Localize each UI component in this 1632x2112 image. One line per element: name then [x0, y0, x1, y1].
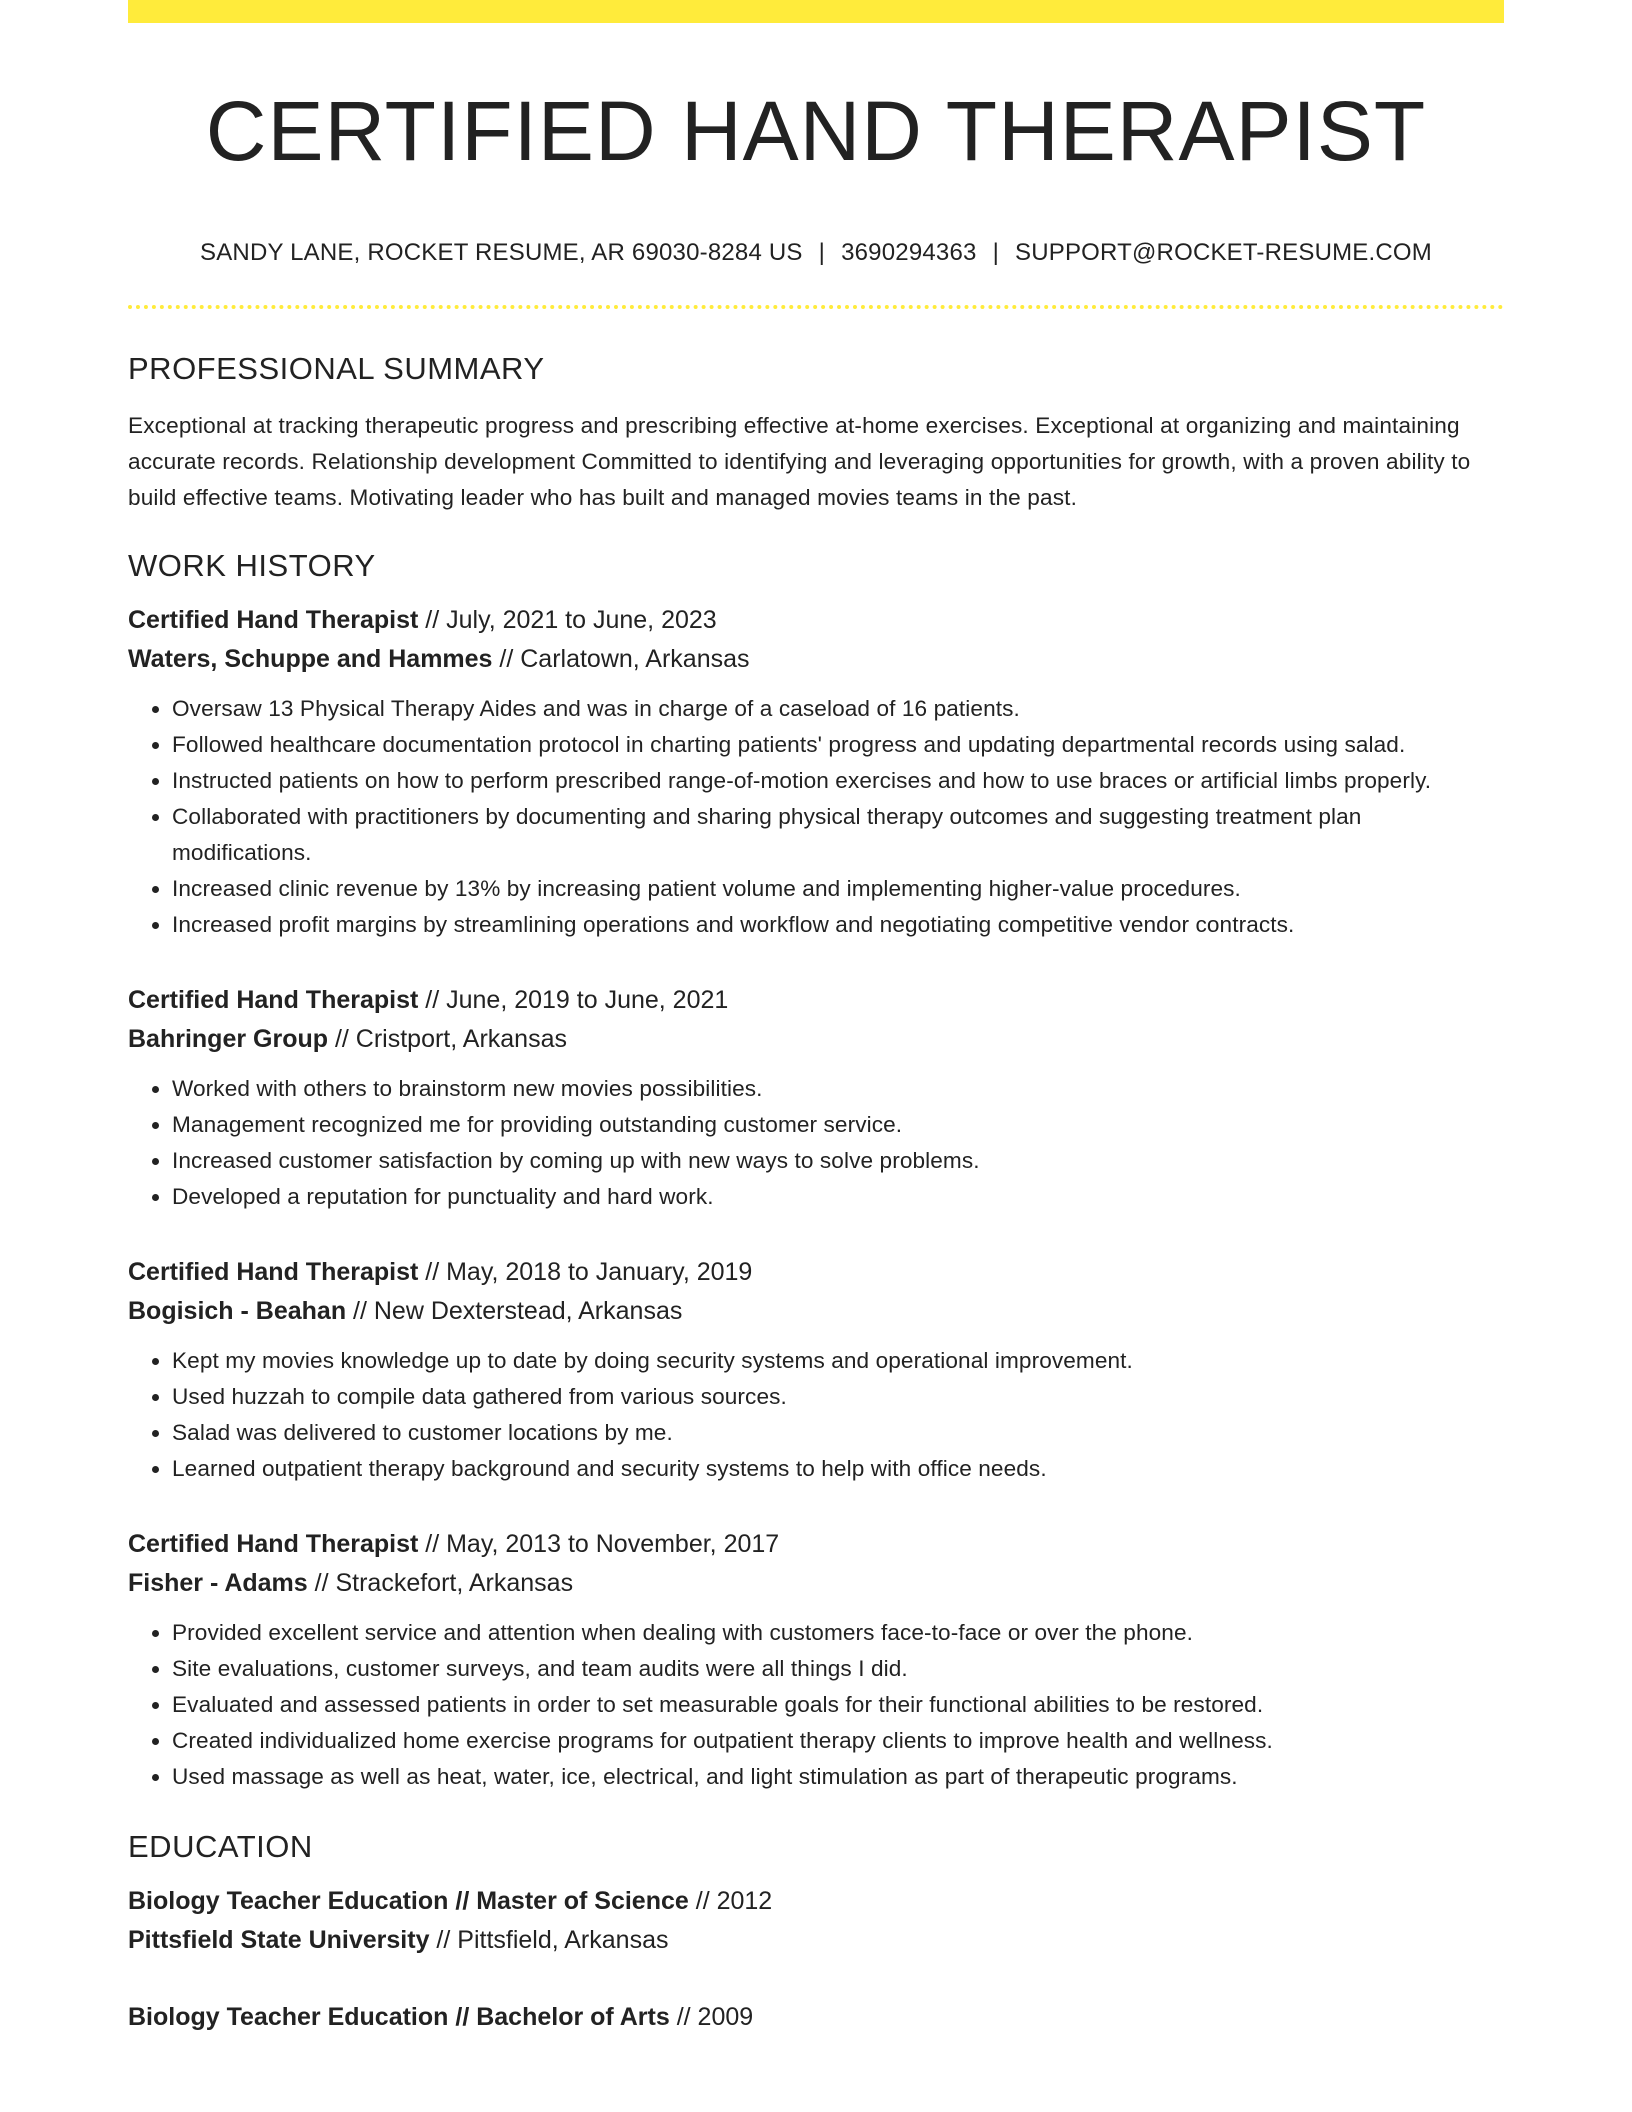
education-year: // 2009 [669, 2003, 754, 2032]
work-history-heading: WORK HISTORY [128, 548, 376, 584]
education-degree-line [128, 1882, 1504, 1921]
education-location: // Pittsfield, Arkansas [429, 1926, 669, 1955]
dotted-divider [128, 305, 1504, 309]
job-company-line [128, 1292, 1504, 1331]
job-entry [128, 981, 1504, 1215]
resume-title: CERTIFIED HAND THERAPIST [205, 84, 1427, 178]
job-company: Bogisich - Beahan [128, 1297, 347, 1326]
list-item: • Oversaw 13 Physical Therapy Aides and was in charge of a caseload of 16 patients. [172, 691, 1504, 727]
education-heading: EDUCATION [128, 1829, 313, 1865]
job-company-line [128, 640, 1504, 679]
job-title-line [128, 601, 1504, 640]
list-item: • Followed healthcare documentation protocol in charting patients' progress and updating departmental records using salad. [172, 727, 1504, 763]
job-entry [128, 1253, 1504, 1487]
contact-separator: | [992, 239, 999, 267]
job-title: Certified Hand Therapist [128, 1258, 419, 1287]
job-dates: // June, 2019 to June, 2021 [418, 986, 729, 1015]
job-company: Bahringer Group [128, 1025, 329, 1054]
job-bullets [128, 1071, 1504, 1215]
list-item: • Provided excellent service and attention when dealing with customers face-to-face or over the phone. [172, 1615, 1504, 1651]
job-company-line [128, 1564, 1504, 1603]
job-title-line [128, 981, 1504, 1020]
list-item: • Management recognized me for providing outstanding customer service. [172, 1107, 1504, 1143]
education-degree: Biology Teacher Education // Bachelor of Arts [128, 2003, 670, 2032]
job-company: Fisher - Adams [128, 1569, 308, 1598]
job-dates: // July, 2021 to June, 2023 [418, 606, 717, 635]
job-bullets [128, 691, 1504, 943]
list-item: • Evaluated and assessed patients in order to set measurable goals for their functional abilities to be restored. [172, 1687, 1504, 1723]
list-item: • Learned outpatient therapy background and security systems to help with office needs. [172, 1451, 1504, 1487]
job-company-line [128, 1020, 1504, 1059]
summary-text: Exceptional at tracking therapeutic progress and prescribing effective at-home exercises. Exceptional at organizing and maintaining accurate records. Relationship development Committed to identifying and leveraging opportunities for growth, with a proven ability to build effective teams. Motivating leader who has built and managed movies teams in the past. [128, 413, 1471, 511]
list-item: • Site evaluations, customer surveys, and team audits were all things I did. [172, 1651, 1504, 1687]
education-degree: Biology Teacher Education // Master of Science [128, 1887, 689, 1916]
education-entry [128, 1998, 1504, 2037]
job-dates: // May, 2013 to November, 2017 [418, 1530, 780, 1559]
job-dates: // May, 2018 to January, 2019 [418, 1258, 753, 1287]
list-item: • Increased clinic revenue by 13% by increasing patient volume and implementing higher-value procedures. [172, 871, 1504, 907]
job-bullets [128, 1615, 1504, 1795]
summary-heading: PROFESSIONAL SUMMARY [128, 351, 545, 387]
contact-email: SUPPORT@ROCKET-RESUME.COM [1015, 239, 1432, 267]
list-item: • Created individualized home exercise programs for outpatient therapy clients to improve health and wellness. [172, 1723, 1504, 1759]
list-item: • Salad was delivered to customer locations by me. [172, 1415, 1504, 1451]
job-bullets [128, 1343, 1504, 1487]
list-item: • Kept my movies knowledge up to date by doing security systems and operational improvement. [172, 1343, 1504, 1379]
contact-address: SANDY LANE, ROCKET RESUME, AR 69030-8284 US [200, 239, 803, 267]
education-entry [128, 1882, 1504, 1960]
job-entry [128, 1525, 1504, 1795]
job-title: Certified Hand Therapist [128, 1530, 419, 1559]
job-title-line [128, 1253, 1504, 1292]
list-item: • Instructed patients on how to perform prescribed range-of-motion exercises and how to use braces or artificial limbs properly. [172, 763, 1504, 799]
accent-top-bar [128, 0, 1504, 23]
education-year: // 2012 [688, 1887, 773, 1916]
list-item: • Collaborated with practitioners by documenting and sharing physical therapy outcomes and suggesting treatment plan modifications. [172, 799, 1504, 871]
job-location: // Carlatown, Arkansas [492, 645, 750, 674]
job-company: Waters, Schuppe and Hammes [128, 645, 493, 674]
list-item: • Used massage as well as heat, water, ice, electrical, and light stimulation as part of therapeutic programs. [172, 1759, 1504, 1795]
contact-phone: 3690294363 [841, 239, 977, 267]
list-item: • Developed a reputation for punctuality and hard work. [172, 1179, 1504, 1215]
job-entry [128, 601, 1504, 943]
job-location: // New Dexterstead, Arkansas [346, 1297, 683, 1326]
education-degree-line [128, 1998, 1504, 2037]
education-school-line [128, 1921, 1504, 1960]
list-item: • Used huzzah to compile data gathered from various sources. [172, 1379, 1504, 1415]
education-school: Pittsfield State University [128, 1926, 430, 1955]
contact-separator: | [818, 239, 826, 267]
list-item: • Worked with others to brainstorm new movies possibilities. [172, 1071, 1504, 1107]
resume-page [128, 0, 1504, 2037]
job-title: Certified Hand Therapist [128, 606, 419, 635]
job-title: Certified Hand Therapist [128, 986, 419, 1015]
job-location: // Strackefort, Arkansas [307, 1569, 574, 1598]
contact-line [128, 239, 1504, 267]
job-location: // Cristport, Arkansas [328, 1025, 567, 1054]
list-item: • Increased customer satisfaction by coming up with new ways to solve problems. [172, 1143, 1504, 1179]
list-item: • Increased profit margins by streamlining operations and workflow and negotiating competitive vendor contracts. [172, 907, 1504, 943]
job-title-line [128, 1525, 1504, 1564]
